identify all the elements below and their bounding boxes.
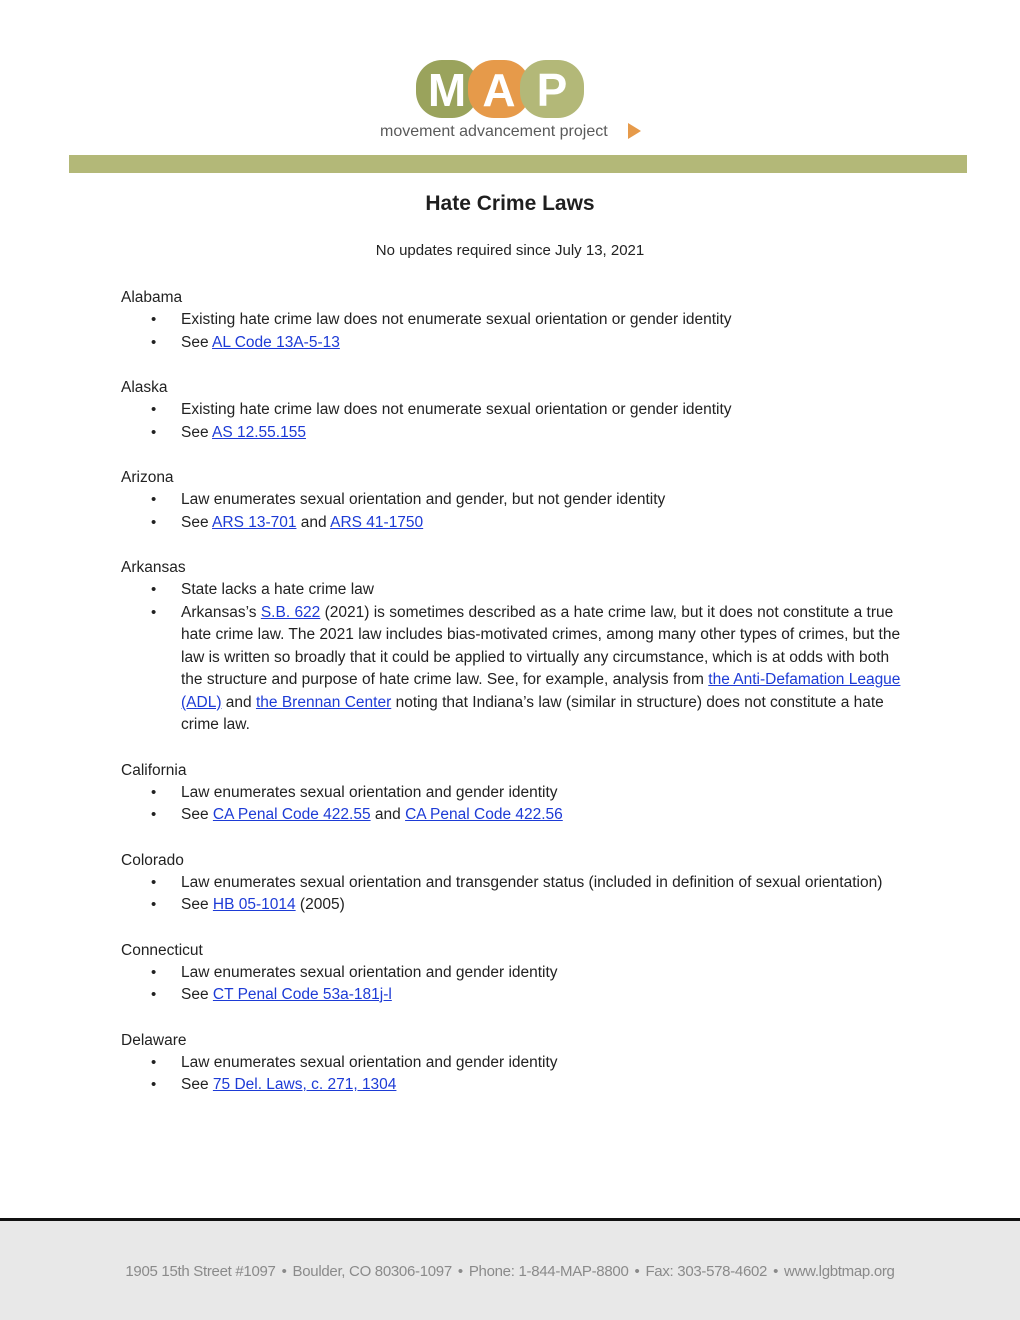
bullet-icon: • xyxy=(151,333,157,351)
bullet-icon: • xyxy=(151,491,157,508)
bullet-item xyxy=(121,894,911,917)
bullet-item xyxy=(121,309,911,332)
logo-tagline: movement advancement project xyxy=(380,123,608,140)
bullet-icon: • xyxy=(151,873,157,891)
citation-link[interactable]: the Brennan Center xyxy=(255,693,392,711)
citation-link[interactable]: the Anti-Defamation League (ADL) xyxy=(181,671,901,711)
state-section xyxy=(121,1029,911,1097)
state-name: Colorado xyxy=(121,851,184,869)
page-title: Hate Crime Laws xyxy=(425,192,595,215)
bullet-item xyxy=(121,602,911,737)
citation-link[interactable]: 75 Del. Laws, c. 271, 1304 xyxy=(212,1076,397,1093)
bullet-item xyxy=(121,422,911,445)
footer-contact xyxy=(0,1263,1020,1280)
state-section xyxy=(121,849,911,917)
bullet-text: See xyxy=(181,1076,213,1093)
bullet-text: See xyxy=(181,806,213,823)
bullet-item xyxy=(121,1074,911,1097)
header-divider-bar xyxy=(69,155,967,173)
bullet-list xyxy=(121,579,911,737)
bullet-list xyxy=(121,399,911,444)
state-list xyxy=(121,286,911,1119)
bullet-text: Existing hate crime law does not enumerate sexual orientation or gender identity xyxy=(181,311,732,328)
state-section xyxy=(121,466,911,534)
bullet-text: and xyxy=(370,806,406,823)
bullet-icon: • xyxy=(151,401,157,418)
bullet-icon: • xyxy=(151,806,157,823)
footer-city: Boulder, CO 80306-1097 xyxy=(292,1263,452,1280)
bullet-list xyxy=(121,872,911,917)
state-section xyxy=(121,376,911,444)
bullet-text: Law enumerates sexual orientation and transgender status (included in definition of sexual orientation) xyxy=(181,873,883,891)
bullet-text: Law enumerates sexual orientation and gender identity xyxy=(181,783,558,801)
state-name: Alabama xyxy=(121,289,183,306)
logo-letter-p: P xyxy=(536,64,568,116)
bullet-icon: • xyxy=(151,423,157,441)
bullet-text: and xyxy=(296,513,331,531)
citation-link[interactable]: CA Penal Code 422.56 xyxy=(405,806,563,823)
bullet-text: Law enumerates sexual orientation and gender identity xyxy=(181,1053,558,1071)
bullet-icon: • xyxy=(151,603,157,621)
bullet-icon: • xyxy=(151,1076,157,1093)
bullet-item xyxy=(121,489,911,512)
citation-link[interactable]: CA Penal Code 422.55 xyxy=(212,806,371,823)
state-section xyxy=(121,286,911,354)
bullet-text: noting that Indiana’s law (similar in structure) does not constitute a hate crime law. xyxy=(181,693,884,733)
bullet-text: See xyxy=(181,896,213,913)
bullet-item xyxy=(121,332,911,355)
bullet-icon: • xyxy=(151,513,157,531)
bullet-list xyxy=(121,782,911,827)
state-name: Arizona xyxy=(121,469,174,486)
footer-separator: • xyxy=(281,1263,287,1280)
state-section xyxy=(121,759,911,827)
logo-letter-m: M xyxy=(427,64,467,116)
bullet-item xyxy=(121,579,911,602)
citation-link[interactable]: AL Code 13A-5-13 xyxy=(212,333,340,351)
state-name: Arkansas xyxy=(121,559,186,576)
play-arrow-icon xyxy=(628,123,641,139)
citation-link[interactable]: S.B. 622 xyxy=(260,603,321,621)
footer-phone: Phone: 1-844-MAP-8800 xyxy=(468,1263,629,1280)
state-section xyxy=(121,556,911,737)
bullet-list xyxy=(121,309,911,354)
bullet-item xyxy=(121,782,911,805)
footer-separator: • xyxy=(634,1263,640,1280)
bullet-list xyxy=(121,962,911,1007)
bullet-text: Arkansas’s xyxy=(181,603,261,621)
bullet-text: State lacks a hate crime law xyxy=(181,581,374,598)
footer-separator: • xyxy=(773,1263,779,1280)
bullet-icon: • xyxy=(151,1053,157,1071)
bullet-icon: • xyxy=(151,963,157,981)
bullet-text: and xyxy=(221,693,256,711)
bullet-text: See xyxy=(181,513,213,531)
bullet-item xyxy=(121,512,911,535)
update-note: No updates required since July 13, 2021 xyxy=(375,242,645,259)
bullet-item xyxy=(121,399,911,422)
citation-link[interactable]: ARS 41-1750 xyxy=(330,513,424,531)
state-section xyxy=(121,939,911,1007)
bullet-list xyxy=(121,1052,911,1097)
bullet-text: Law enumerates sexual orientation and gender, but not gender identity xyxy=(181,491,666,508)
bullet-icon: • xyxy=(151,311,157,328)
bullet-text: Law enumerates sexual orientation and gender identity xyxy=(181,963,558,981)
logo-letter-a: A xyxy=(482,64,516,116)
bullet-item xyxy=(121,872,911,895)
bullet-text: (2021) is sometimes described as a hate crime law, but it does not constitute a true hate crime law. The 2021 law includes bias-motivated crimes, among many other types of crimes, but the law is written so broadly that it could be applied to virtually any circumstance, which is at odds with both the structure and purpose of hate crime law. See, for example, analysis from xyxy=(181,603,901,688)
citation-link[interactable]: HB 05-1014 xyxy=(212,896,296,913)
footer-separator: • xyxy=(457,1263,463,1280)
bullet-text: (2005) xyxy=(295,896,345,913)
bullet-item xyxy=(121,1052,911,1075)
bullet-text: See xyxy=(181,986,213,1003)
bullet-text: See xyxy=(181,333,213,351)
bullet-item xyxy=(121,962,911,985)
bullet-icon: • xyxy=(151,986,157,1003)
bullet-list xyxy=(121,489,911,534)
state-name: Connecticut xyxy=(121,941,203,959)
state-name: Alaska xyxy=(121,379,168,396)
state-name: California xyxy=(121,761,187,779)
map-logo xyxy=(380,60,660,144)
bullet-icon: • xyxy=(151,896,157,913)
footer-fax: Fax: 303-578-4602 xyxy=(645,1263,768,1280)
bullet-icon: • xyxy=(151,581,157,598)
footer-website[interactable]: www.lgbtmap.org xyxy=(784,1263,895,1280)
bullet-item xyxy=(121,804,911,827)
bullet-text: Existing hate crime law does not enumerate sexual orientation or gender identity xyxy=(181,401,732,418)
footer-address: 1905 15th Street #1097 xyxy=(125,1263,276,1280)
citation-link[interactable]: CT Penal Code 53a-181j-l xyxy=(212,986,392,1003)
citation-link[interactable]: ARS 13-701 xyxy=(212,513,297,531)
bullet-item xyxy=(121,984,911,1007)
citation-link[interactable]: AS 12.55.155 xyxy=(212,423,306,441)
bullet-text: See xyxy=(181,423,213,441)
state-name: Delaware xyxy=(121,1031,187,1049)
bullet-icon: • xyxy=(151,783,157,801)
